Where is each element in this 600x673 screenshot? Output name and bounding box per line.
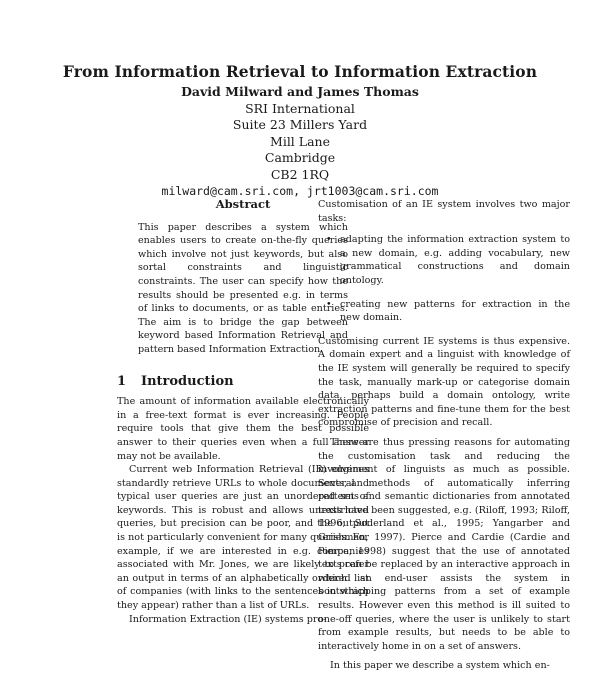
paper-title: From Information Retrieval to Information Extraction (62, 62, 538, 81)
body-paragraph: Customisation of an IE system involves two major tasks: (318, 199, 570, 224)
affiliation-line: Suite 23 Millers Yard (232, 117, 368, 132)
list-item: • adapting the information extraction system to a new domain, e.g. adding vocabulary, new grammatical constructions and domain ontology. (332, 233, 570, 287)
body-paragraph: The amount of information available electronically in a free-text format is ever increasing. People require tools that give them the best possible answer to their queries even when a full answer may not be available. (117, 396, 369, 462)
author-block (0, 84, 600, 200)
right-column (318, 198, 570, 673)
affiliation-line: CB2 1RQ (270, 166, 330, 182)
section-title: Introduction (141, 373, 234, 389)
affiliation-line: SRI International (245, 100, 355, 116)
body-paragraph: Current web Information Retrieval (IR) engines standardly retrieve URLs to whole documents, and typical user queries are just an unordered set of keywords. This is robust and allows unrestricted queries, but precision can be poor, and the output is not particularly convenient for many queries. For example, if we are interested in e.g. companies associated with Mr. Jones, we are likely to prefer an output in terms of an alphabetically ordered list of companies (with links to the sentences in which they appear) rather than a list of URLs. (117, 464, 369, 612)
affiliation-line: Mill Lane (270, 133, 330, 149)
abstract-heading: Abstract (215, 197, 271, 211)
abstract-text: This paper describes a system which enables users to create on-the-fly queries which involve not just keywords, but also sortal constraints and linguistic constraints. The user can specify how the results should be presented e.g. in terms of links to documents, or as table entries. The aim is to bridge the gap between keyword based Information Retrieval and pattern based Information Extraction. (138, 221, 348, 355)
task-list (318, 233, 570, 325)
section-number: 1 (117, 373, 127, 389)
affiliation-line: Cambridge (264, 150, 336, 165)
body-paragraph: There are thus pressing reasons for automating the customisation task and reducing the involvement of linguists as much as possible. Several methods of automatically inferring patterns and semantic dictionaries from annotated texts have been suggested, e.g. (Riloff, 1993; Riloff, 1996; Soderland et al., 1995; Yangarber and Grishman, 1997). Pierce and Cardie (Cardie and Pierce, 1998) suggest that the use of annotated texts can be replaced by an interactive approach in which an end-user assists the system in bootstrapping patterns from a set of example results. However even this method is ill suited to one-off queries, where the user is unlikely to start from example results, but needs to be able to interactively home in on a set of answers. (318, 436, 570, 652)
author-emails: milward@cam.sri.com, jrt1003@cam.sri.com (161, 184, 439, 198)
authors: David Milward and James Thomas (181, 84, 419, 99)
body-paragraph: In this paper we describe a system which en- (330, 660, 550, 672)
body-paragraph: Customising current IE systems is thus expensive. A domain expert and a linguist with knowledge of the IE system will generally be required to specify the task, manually mark-up or categorise domain data, perhaps build a domain ontology, write extraction patterns and fine-tune them for the best compromise of precision and recall. (318, 335, 570, 429)
body-paragraph: Information Extraction (IE) systems pro- (129, 613, 327, 625)
list-item: • creating new patterns for extraction in the new domain. (332, 298, 570, 325)
